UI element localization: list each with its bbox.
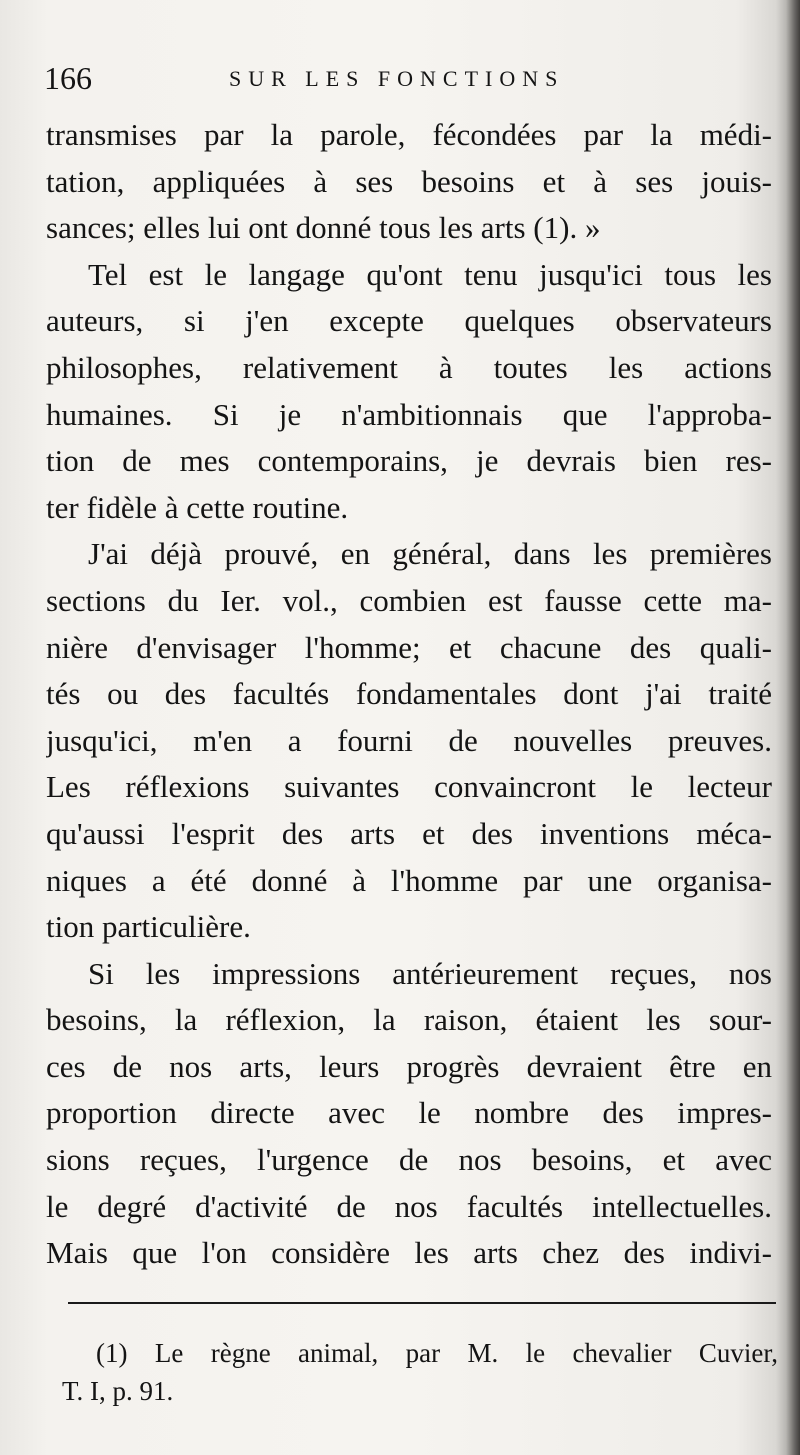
text-line: tion particulière.: [46, 909, 251, 945]
text-line: sances; elles lui ont donné tous les arts (1). »: [46, 210, 601, 246]
text-line: le degré d'activité de nos facultés intellectuelles.: [46, 1188, 772, 1224]
text-line: transmises par la parole, fécondées par la médi-: [46, 117, 772, 152]
text-line: tés ou des facultés fondamentales dont j'ai traité: [46, 676, 772, 712]
footnote: [62, 1334, 778, 1410]
text-line: philosophes, relativement à toutes les actions: [46, 349, 772, 385]
text-line: Les réflexions suivantes convaincront le lecteur: [46, 769, 772, 805]
text-line: auteurs, si j'en excepte quelques observateurs: [46, 303, 772, 339]
text-line: besoins, la réflexion, la raison, étaient les sour-: [46, 1002, 772, 1038]
text-line: tation, appliquées à ses besoins et à ses jouis-: [46, 163, 772, 199]
text-line: qu'aussi l'esprit des arts et des inventions méca-: [46, 815, 772, 851]
footnote-divider: [68, 1302, 776, 1304]
running-head: SUR LES FONCTIONS: [229, 66, 565, 91]
text-line: sions reçues, l'urgence de nos besoins, et avec: [46, 1142, 772, 1178]
footnote-line: (1) Le règne animal, par M. le chevalier Cuvier,: [96, 1338, 778, 1368]
footnote-line: T. I, p. 91.: [62, 1376, 174, 1406]
text-line: niques a été donné à l'homme par une organisa-: [46, 862, 772, 898]
text-line: sections du Ier. vol., combien est fausse cette ma-: [46, 582, 772, 618]
text-line: jusqu'ici, m'en a fourni de nouvelles preuves.: [46, 722, 772, 758]
text-line: humaines. Si je n'ambitionnais que l'approba-: [46, 396, 772, 432]
text-line: J'ai déjà prouvé, en général, dans les premières: [88, 536, 772, 572]
text-line: ter fidèle à cette routine.: [46, 489, 349, 525]
text-line: Mais que l'on considère les arts chez des indivi-: [46, 1235, 772, 1271]
page-header: [44, 58, 774, 98]
body-text: [46, 112, 772, 1277]
text-line: proportion directe avec le nombre des impres-: [46, 1095, 772, 1131]
text-line: Tel est le langage qu'ont tenu jusqu'ici tous les: [88, 256, 772, 292]
book-spine-shadow: [786, 0, 800, 1455]
text-line: nière d'envisager l'homme; et chacune des quali-: [46, 629, 772, 665]
text-line: tion de mes contemporains, je devrais bien res-: [46, 443, 772, 479]
page-number: 166: [44, 60, 92, 96]
text-line: Si les impressions antérieurement reçues, nos: [88, 955, 772, 991]
text-line: ces de nos arts, leurs progrès devraient être en: [46, 1048, 772, 1084]
